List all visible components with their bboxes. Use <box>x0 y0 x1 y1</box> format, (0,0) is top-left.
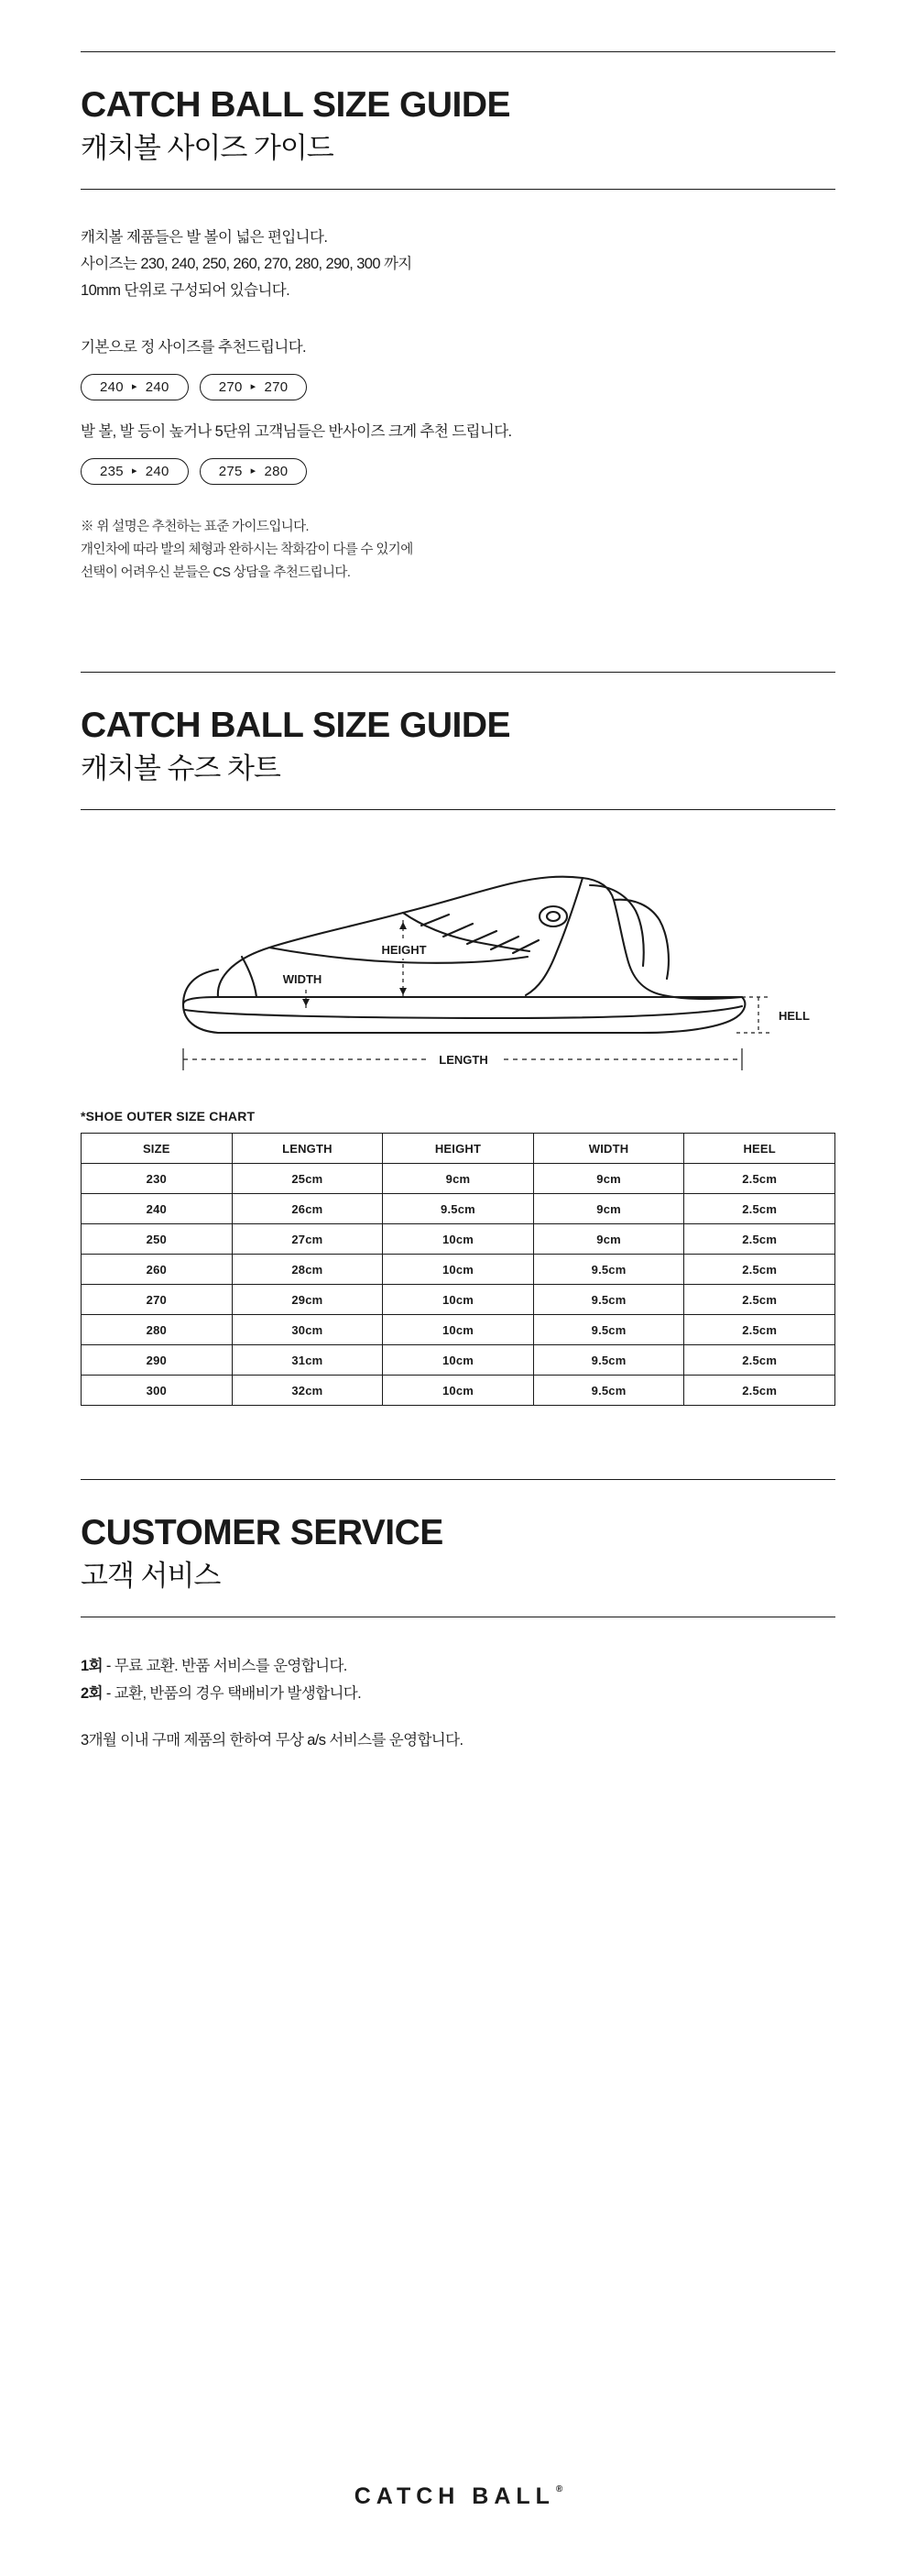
intro-paragraph-1 <box>81 225 835 304</box>
brand-logo-text: CATCH BALL <box>354 2483 555 2509</box>
cell-length: 27cm <box>232 1224 383 1255</box>
cell-heel: 2.5cm <box>684 1224 835 1255</box>
column-header-heel: HEEL <box>684 1134 835 1164</box>
shoe-illustration-svg <box>81 841 835 1080</box>
spacer <box>81 1406 835 1479</box>
cell-height: 10cm <box>383 1376 534 1406</box>
cell-heel: 2.5cm <box>684 1345 835 1376</box>
cell-heel: 2.5cm <box>684 1376 835 1406</box>
column-header-length: LENGTH <box>232 1134 383 1164</box>
table-row <box>82 1315 835 1345</box>
section-one-header <box>81 52 835 189</box>
cell-length: 30cm <box>232 1315 383 1345</box>
cell-height: 10cm <box>383 1224 534 1255</box>
spacer <box>81 620 835 672</box>
size-pill <box>200 458 308 485</box>
cs-policy-2-text: - 교환, 반품의 경우 택배비가 발생합니다. <box>102 1685 362 1703</box>
cell-size: 250 <box>82 1224 233 1255</box>
shoe-chart-title: CATCH BALL SIZE GUIDE <box>81 706 511 746</box>
half-size-pills <box>81 458 835 485</box>
cs-policy-1-label: 1회 <box>81 1657 103 1674</box>
footer <box>0 2483 916 2510</box>
label-hell: HELL <box>779 1009 810 1024</box>
cell-width: 9.5cm <box>533 1315 684 1345</box>
cell-width: 9cm <box>533 1164 684 1194</box>
table-row <box>82 1376 835 1406</box>
intro-line-1: 캐치볼 제품들은 발 볼이 넓은 편입니다. <box>81 228 328 246</box>
shoe-diagram <box>81 810 835 1096</box>
size-pill <box>200 374 308 400</box>
cs-policy-line-1 <box>81 1652 835 1681</box>
cell-heel: 2.5cm <box>684 1315 835 1345</box>
cell-heel: 2.5cm <box>684 1164 835 1194</box>
cell-length: 25cm <box>232 1164 383 1194</box>
label-height: HEIGHT <box>381 943 427 958</box>
table-row <box>82 1285 835 1315</box>
arrow-right-icon: ▸ <box>250 466 256 477</box>
cell-width: 9cm <box>533 1194 684 1224</box>
cell-size: 300 <box>82 1376 233 1406</box>
customer-service-subtitle: 고객 서비스 <box>81 1559 221 1592</box>
cell-height: 10cm <box>383 1255 534 1285</box>
registered-mark-icon: ® <box>555 2483 563 2494</box>
size-pill-to: 240 <box>145 464 169 480</box>
size-pill-from: 270 <box>218 379 243 396</box>
cell-width: 9.5cm <box>533 1285 684 1315</box>
cell-size: 270 <box>82 1285 233 1315</box>
cell-width: 9.5cm <box>533 1376 684 1406</box>
label-width: WIDTH <box>282 972 322 987</box>
intro-block <box>81 190 835 620</box>
cell-length: 28cm <box>232 1255 383 1285</box>
section-two-header <box>81 673 835 809</box>
cell-length: 32cm <box>232 1376 383 1406</box>
regular-size-pills <box>81 374 835 400</box>
top-spacer <box>81 0 835 51</box>
cell-height: 9.5cm <box>383 1194 534 1224</box>
note-line-1: ※ 위 설명은 추천하는 표준 가이드입니다. <box>81 520 309 535</box>
table-header-row <box>82 1134 835 1164</box>
note-line-3: 선택이 어려우신 분들은 CS 상담을 추천드립니다. <box>81 565 351 580</box>
size-pill-from: 240 <box>100 379 124 396</box>
customer-service-body <box>81 1617 835 1792</box>
cell-height: 10cm <box>383 1315 534 1345</box>
cs-policy-line-3: 3개월 이내 구매 제품의 한하여 무상 a/s 서비스를 운영합니다. <box>81 1731 463 1748</box>
cs-policy-line-2 <box>81 1680 835 1708</box>
cell-length: 31cm <box>232 1345 383 1376</box>
label-length: LENGTH <box>439 1053 488 1068</box>
spacer <box>81 400 835 419</box>
table-row <box>82 1255 835 1285</box>
cs-policy-2-label: 2회 <box>81 1685 103 1703</box>
table-head <box>82 1134 835 1164</box>
cell-size: 290 <box>82 1345 233 1376</box>
guide-note <box>81 516 835 584</box>
cell-heel: 2.5cm <box>684 1194 835 1224</box>
cell-height: 10cm <box>383 1345 534 1376</box>
page-title: CATCH BALL SIZE GUIDE <box>81 85 511 125</box>
shoe-chart-subtitle: 캐치볼 슈즈 차트 <box>81 751 280 784</box>
cell-size: 240 <box>82 1194 233 1224</box>
table-row <box>82 1224 835 1255</box>
page-subtitle: 캐치볼 사이즈 가이드 <box>81 131 333 164</box>
cell-width: 9.5cm <box>533 1255 684 1285</box>
cell-length: 29cm <box>232 1285 383 1315</box>
arrow-right-icon: ▸ <box>131 381 137 393</box>
size-pill-to: 270 <box>264 379 289 396</box>
cell-heel: 2.5cm <box>684 1285 835 1315</box>
regular-size-text: 기본으로 정 사이즈를 추천드립니다. <box>81 339 307 356</box>
cell-size: 280 <box>82 1315 233 1345</box>
column-header-size: SIZE <box>82 1134 233 1164</box>
cell-heel: 2.5cm <box>684 1255 835 1285</box>
note-line-2: 개인차에 따라 발의 체형과 완하시는 착화감이 다를 수 있기에 <box>81 542 413 557</box>
cell-height: 10cm <box>383 1285 534 1315</box>
table-body <box>82 1164 835 1406</box>
spacer <box>81 1708 835 1726</box>
column-header-height: HEIGHT <box>383 1134 534 1164</box>
cell-width: 9.5cm <box>533 1345 684 1376</box>
table-row <box>82 1345 835 1376</box>
column-header-width: WIDTH <box>533 1134 684 1164</box>
table-row <box>82 1164 835 1194</box>
arrow-right-icon: ▸ <box>131 466 137 477</box>
size-pill <box>81 374 189 400</box>
brand-logo <box>354 2483 562 2510</box>
chart-caption: *SHOE OUTER SIZE CHART <box>81 1109 256 1124</box>
size-pill-to: 280 <box>264 464 289 480</box>
cs-policy-1-text: - 무료 교환. 반품 서비스를 운영합니다. <box>102 1657 347 1674</box>
spacer <box>81 485 835 516</box>
customer-service-title: CUSTOMER SERVICE <box>81 1513 443 1553</box>
half-size-text: 발 볼, 발 등이 높거나 5단위 고객님들은 반사이즈 크게 추천 드립니다. <box>81 423 512 441</box>
size-pill-from: 275 <box>218 464 243 480</box>
intro-line-2: 사이즈는 230, 240, 250, 260, 270, 280, 290, 300 까지 <box>81 255 412 272</box>
shoe-size-table <box>81 1133 835 1406</box>
table-row <box>82 1194 835 1224</box>
size-pill <box>81 458 189 485</box>
cell-length: 26cm <box>232 1194 383 1224</box>
size-pill-to: 240 <box>145 379 169 396</box>
cell-width: 9cm <box>533 1224 684 1255</box>
cell-size: 260 <box>82 1255 233 1285</box>
intro-line-3: 10mm 단위로 구성되어 있습니다. <box>81 281 290 299</box>
size-pill-from: 235 <box>100 464 124 480</box>
cell-size: 230 <box>82 1164 233 1194</box>
cell-height: 9cm <box>383 1164 534 1194</box>
spacer <box>81 303 835 334</box>
arrow-right-icon: ▸ <box>250 381 256 393</box>
section-three-header <box>81 1480 835 1617</box>
